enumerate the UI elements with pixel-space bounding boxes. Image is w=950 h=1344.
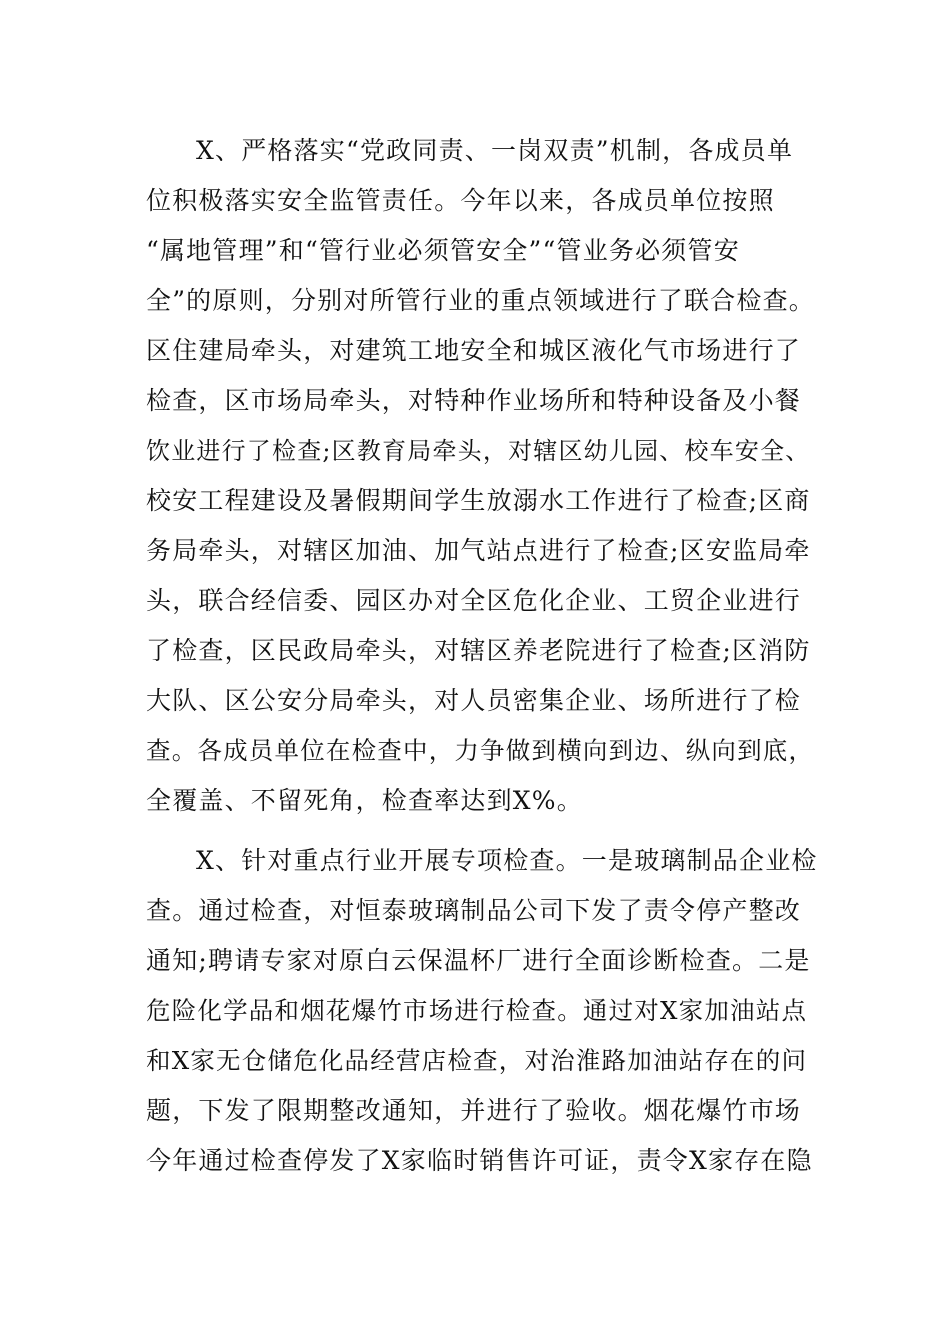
text-line: 饮业进行了检查;区教育局牵头，对辖区幼儿园、校车安全、 (146, 437, 811, 465)
text-line: 校安工程建设及暑假期间学生放溺水工作进行了检查;区商 (146, 486, 811, 515)
text-line: 了检查，区民政局牵头，对辖区养老院进行了检查;区消防 (146, 636, 811, 665)
text-line: 全”的原则，分别对所管行业的重点领域进行了联合检查。 (146, 286, 815, 315)
paragraph-special-inspection (146, 836, 818, 1186)
text-line: 检查，区市场局牵头，对特种作业场所和特种设备及小餐 (146, 386, 802, 415)
text-line: 全覆盖、不留死角，检查率达到X%。 (146, 786, 583, 815)
paragraph-responsibility (146, 126, 818, 826)
text-line: X、严格落实“党政同责、一岗双责”机制，各成员单 (196, 136, 794, 165)
text-line: 题，下发了限期整改通知，并进行了验收。烟花爆竹市场 (146, 1096, 802, 1125)
text-line: 位积极落实安全监管责任。今年以来，各成员单位按照 (146, 186, 775, 215)
text-line: 大队、区公安分局牵头，对人员密集企业、场所进行了检 (146, 686, 802, 715)
text-line: 查。各成员单位在检查中，力争做到横向到边、纵向到底， (146, 736, 815, 765)
text-line: 和X家无仓储危化品经营店检查，对治淮路加油站存在的问 (146, 1046, 808, 1075)
text-line: 通知;聘请专家对原白云保温杯厂进行全面诊断检查。二是 (146, 946, 811, 975)
text-line: “属地管理”和“管行业必须管安全”“管业务必须管安 (146, 236, 740, 265)
text-line: 务局牵头，对辖区加油、加气站点进行了检查;区安监局牵 (146, 536, 811, 565)
text-line: 查。通过检查，对恒泰玻璃制品公司下发了责令停产整改 (146, 896, 802, 925)
text-line: 区住建局牵头，对建筑工地安全和城区液化气市场进行了 (146, 336, 802, 365)
text-line: 头，联合经信委、园区办对全区危化企业、工贸企业进行 (146, 586, 802, 615)
text-line: 今年通过检查停发了X家临时销售许可证，责令X家存在隐 (146, 1146, 813, 1175)
text-line: 危险化学品和烟花爆竹市场进行检查。通过对X家加油站点 (146, 996, 808, 1025)
text-line: X、针对重点行业开展专项检查。一是玻璃制品企业检 (196, 846, 818, 875)
